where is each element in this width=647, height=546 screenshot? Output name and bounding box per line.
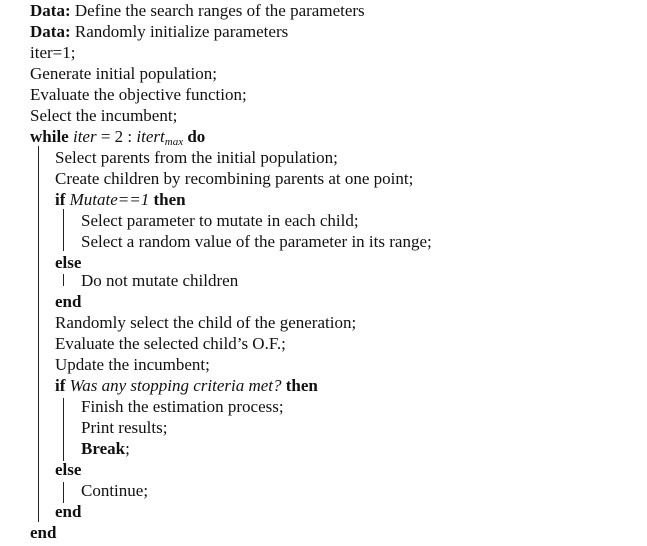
end-line-1	[55, 291, 81, 312]
while-keyword: while	[30, 127, 69, 146]
end-line-while	[30, 522, 56, 543]
else-keyword: else	[55, 253, 82, 272]
while-cond-max: itert	[136, 127, 165, 146]
data-line-1	[30, 0, 365, 21]
if-keyword: if	[55, 190, 66, 209]
create-children-line: Create children by recombining parents at one point;	[55, 169, 414, 188]
while-cond-sub: max	[164, 136, 184, 148]
print-results-line: Print results;	[81, 418, 168, 437]
break-line	[81, 438, 130, 459]
break-suffix: ;	[125, 439, 130, 458]
if1-else-bar	[63, 274, 64, 286]
if1-then-bar	[63, 209, 64, 251]
data-line-2	[30, 21, 288, 42]
init-iter-line: iter=1;	[30, 43, 76, 62]
if-stopping-line	[55, 375, 318, 396]
while-cond-var: iter	[72, 127, 97, 146]
end-keyword: end	[30, 523, 57, 542]
while-line	[30, 126, 205, 147]
if2-then-bar	[63, 398, 64, 461]
select-param-line: Select parameter to mutate in each child;	[81, 211, 359, 230]
update-incumbent-line: Update the incumbent;	[55, 355, 210, 374]
if-mutate-line	[55, 189, 186, 210]
random-select-child-line: Randomly select the child of the generation;	[55, 313, 357, 332]
end-line-2	[55, 501, 81, 522]
select-value-line: Select a random value of the parameter in its range;	[81, 232, 432, 251]
generate-population-line: Generate initial population;	[30, 64, 217, 83]
else-keyword: else	[55, 460, 82, 479]
evaluate-objective-line: Evaluate the objective function;	[30, 85, 247, 104]
finish-line: Finish the estimation process;	[81, 397, 284, 416]
data-text-2: Randomly initialize parameters	[74, 22, 289, 41]
else-line-2	[55, 459, 81, 480]
then-keyword: then	[285, 376, 318, 395]
end-keyword: end	[55, 292, 82, 311]
if-mutate-cond: Mutate==1	[69, 190, 150, 209]
end-keyword: end	[55, 502, 82, 521]
data-keyword: Data:	[30, 22, 71, 41]
if-stopping-cond: Was any stopping criteria met?	[69, 376, 282, 395]
if2-else-bar	[63, 482, 64, 503]
else-line-1	[55, 252, 81, 273]
select-parents-line: Select parents from the initial population;	[55, 148, 338, 167]
while-cond-eq: = 2 :	[96, 127, 137, 146]
continue-line: Continue;	[81, 481, 149, 500]
evaluate-child-line: Evaluate the selected child’s O.F.;	[55, 334, 286, 353]
data-text-1: Define the search ranges of the parameters	[74, 1, 365, 20]
no-mutate-line: Do not mutate children	[81, 271, 239, 290]
if-keyword: if	[55, 376, 66, 395]
select-incumbent-line: Select the incumbent;	[30, 106, 178, 125]
while-body-bar	[38, 146, 39, 522]
data-keyword: Data:	[30, 1, 71, 20]
do-keyword: do	[187, 127, 206, 146]
then-keyword: then	[153, 190, 186, 209]
break-keyword: Break	[81, 439, 126, 458]
